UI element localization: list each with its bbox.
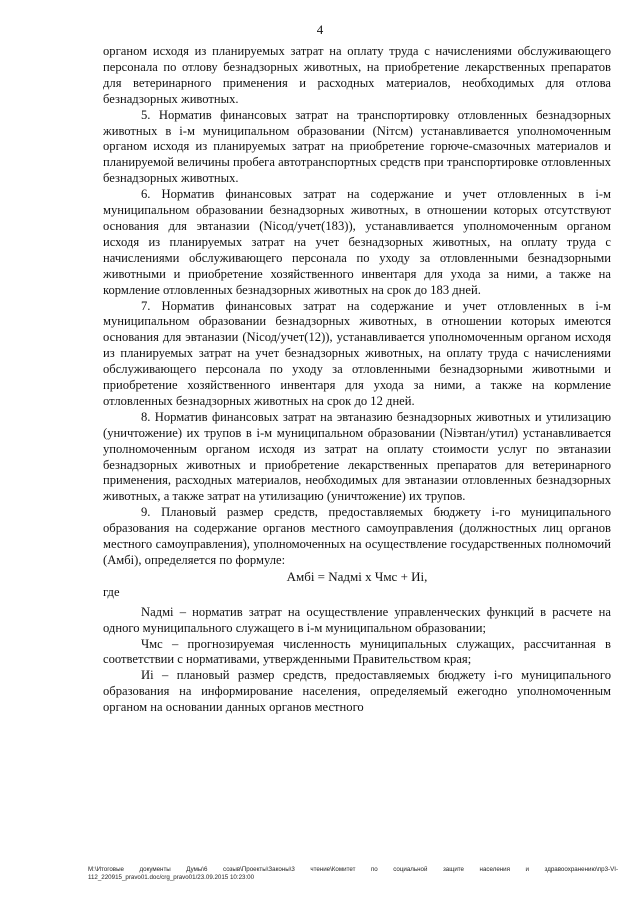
- paragraph-continuation: органом исходя из планируемых затрат на оплату труда с начислениями обслуживающего персонала по отлову безнадзорных животных, на приобретение лекарственных препаратов для ветеринарного применения и расходных материалов, необходимых для отлова безнадзорных животных.: [103, 44, 611, 106]
- definition-ii: Иі – плановый размер средств, предоставляемых бюджету i-го муниципального образования на информирование населения, определяемый ежегодно уполномоченным органом на основании данных органов местного: [103, 668, 611, 715]
- paragraph-item-5: 5. Норматив финансовых затрат на транспортировку отловленных безнадзорных животных в i-м муниципальном образовании (Nітсм) устанавливается уполномоченным органом исходя из планируемых затрат на приобретение горюче-смазочных материалов и планируемой величины пробега автотранспортных средств при транспортировке отловленных безнадзорных животных.: [103, 107, 611, 186]
- paragraph-item-8: 8. Норматив финансовых затрат на эвтаназию безнадзорных животных и утилизацию (уничтожение) их трупов в i-м муниципальном образовании (Nіэвтан/утил) устанавливается уполномоченным органом исходя из затрат на оплату стоимости услуг по эвтаназии безнадзорных животных и приобретение лекарственных препаратов для ветеринарного применения, расходных материалов, необходимых для эвтаназии отловленных безнадзорных животных, а также затрат на утилизацию (уничтожение) их трупов.: [103, 409, 611, 504]
- paragraph-item-9: 9. Плановый размер средств, предоставляемых бюджету i-го муниципального образования на содержание органов местного самоуправления (должностных лиц органов местного самоуправления), уполномоченных на осуществление государственных полномочий (Aмбі), определяется по формуле:: [103, 505, 611, 567]
- document-body: [103, 44, 611, 716]
- paragraph-item-6: 6. Норматив финансовых затрат на содержание и учет отловленных в i-м муниципальном образовании безнадзорных животных, в отношении которых отсутствуют основания для эвтаназии (Nісод/учет(183)), устанавливается уполномоченным органом исходя из планируемых затрат на учет безнадзорных животных, на оплату труда с начислениями обслуживающего персонала по уходу за отловленными безнадзорными животными и приобретение хозяйственного инвентаря для ухода за ними, а также на кормление отловленных безнадзорных животных на срок до 183 дней.: [103, 187, 611, 297]
- file-path-footer: M:\Итоговые документы Думы\6 созыв\Проекты\Законы\3 чтение\Комитет по социальной защите населения и здравоохранению\пр3-VI-112_220915_pravo01.doc/crg_pravo01/23.09.2015 10:23:00: [88, 866, 618, 881]
- definition-nadm: Nадмі – норматив затрат на осуществление управленческих функций в расчете на одного муниципального служащего в i-м муниципальном образовании;: [103, 604, 611, 635]
- definition-chms: Чмс – прогнозируемая численность муниципальных служащих, рассчитанная в соответствии с нормативами, утвержденными Правительством края;: [103, 636, 611, 667]
- paragraph-item-7: 7. Норматив финансовых затрат на содержание и учет отловленных в i-м муниципальном образовании безнадзорных животных, в отношении которых имеются основания для эвтаназии (Nісод/учет(12)), устанавливается уполномоченным органом исходя из планируемых затрат на учет безнадзорных животных, на оплату труда с начислениями обслуживающего персонала по уходу за отловленными безнадзорными животными и приобретение хозяйственного инвентаря для ухода за ними, а также на кормление отловленных безнадзорных животных на срок до 12 дней.: [103, 298, 611, 408]
- where-label: где: [103, 584, 120, 599]
- formula: Aмбі = Nадмі x Чмс + Иі,: [286, 568, 428, 584]
- page-number: 4: [316, 22, 324, 37]
